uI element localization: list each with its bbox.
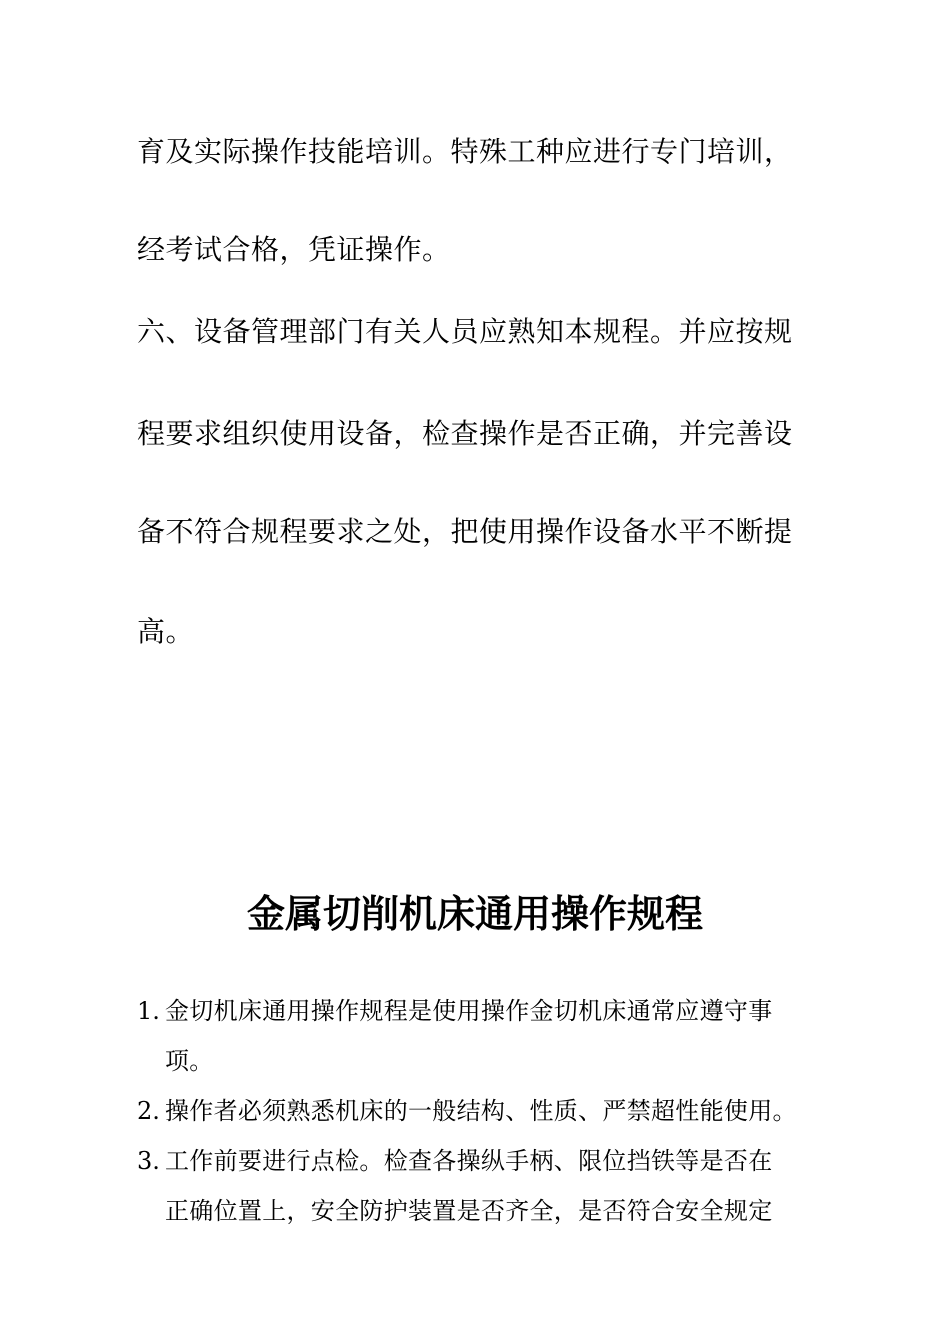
section-title: 金属切削机床通用操作规程 bbox=[246, 892, 703, 936]
body-line: 高。 bbox=[137, 615, 195, 648]
list-item-text: 项。 bbox=[165, 1047, 214, 1075]
body-line: 育及实际操作技能培训。特殊工种应进行专门培训， bbox=[137, 135, 793, 168]
body-line: 六、设备管理部门有关人员应熟知本规程。并应按规 bbox=[137, 315, 793, 348]
list-item-number: 3. bbox=[137, 1147, 160, 1175]
list-item-text: 工作前要进行点检。检查各操纵手柄、限位挡铁等是否在 bbox=[165, 1147, 773, 1175]
list-item-number: 1. bbox=[137, 997, 160, 1025]
body-line: 备不符合规程要求之处，把使用操作设备水平不断提 bbox=[137, 515, 793, 548]
body-line: 程要求组织使用设备，检查操作是否正确，并完善设 bbox=[137, 417, 793, 450]
body-line: 经考试合格，凭证操作。 bbox=[137, 233, 451, 266]
list-item-text: 操作者必须熟悉机床的一般结构、性质、严禁超性能使用。 bbox=[165, 1097, 797, 1125]
list-item-number: 2. bbox=[137, 1097, 160, 1125]
list-item-text: 正确位置上，安全防护装置是否齐全，是否符合安全规定 bbox=[165, 1197, 773, 1225]
list-item-text: 金切机床通用操作规程是使用操作金切机床通常应遵守事 bbox=[165, 997, 773, 1025]
